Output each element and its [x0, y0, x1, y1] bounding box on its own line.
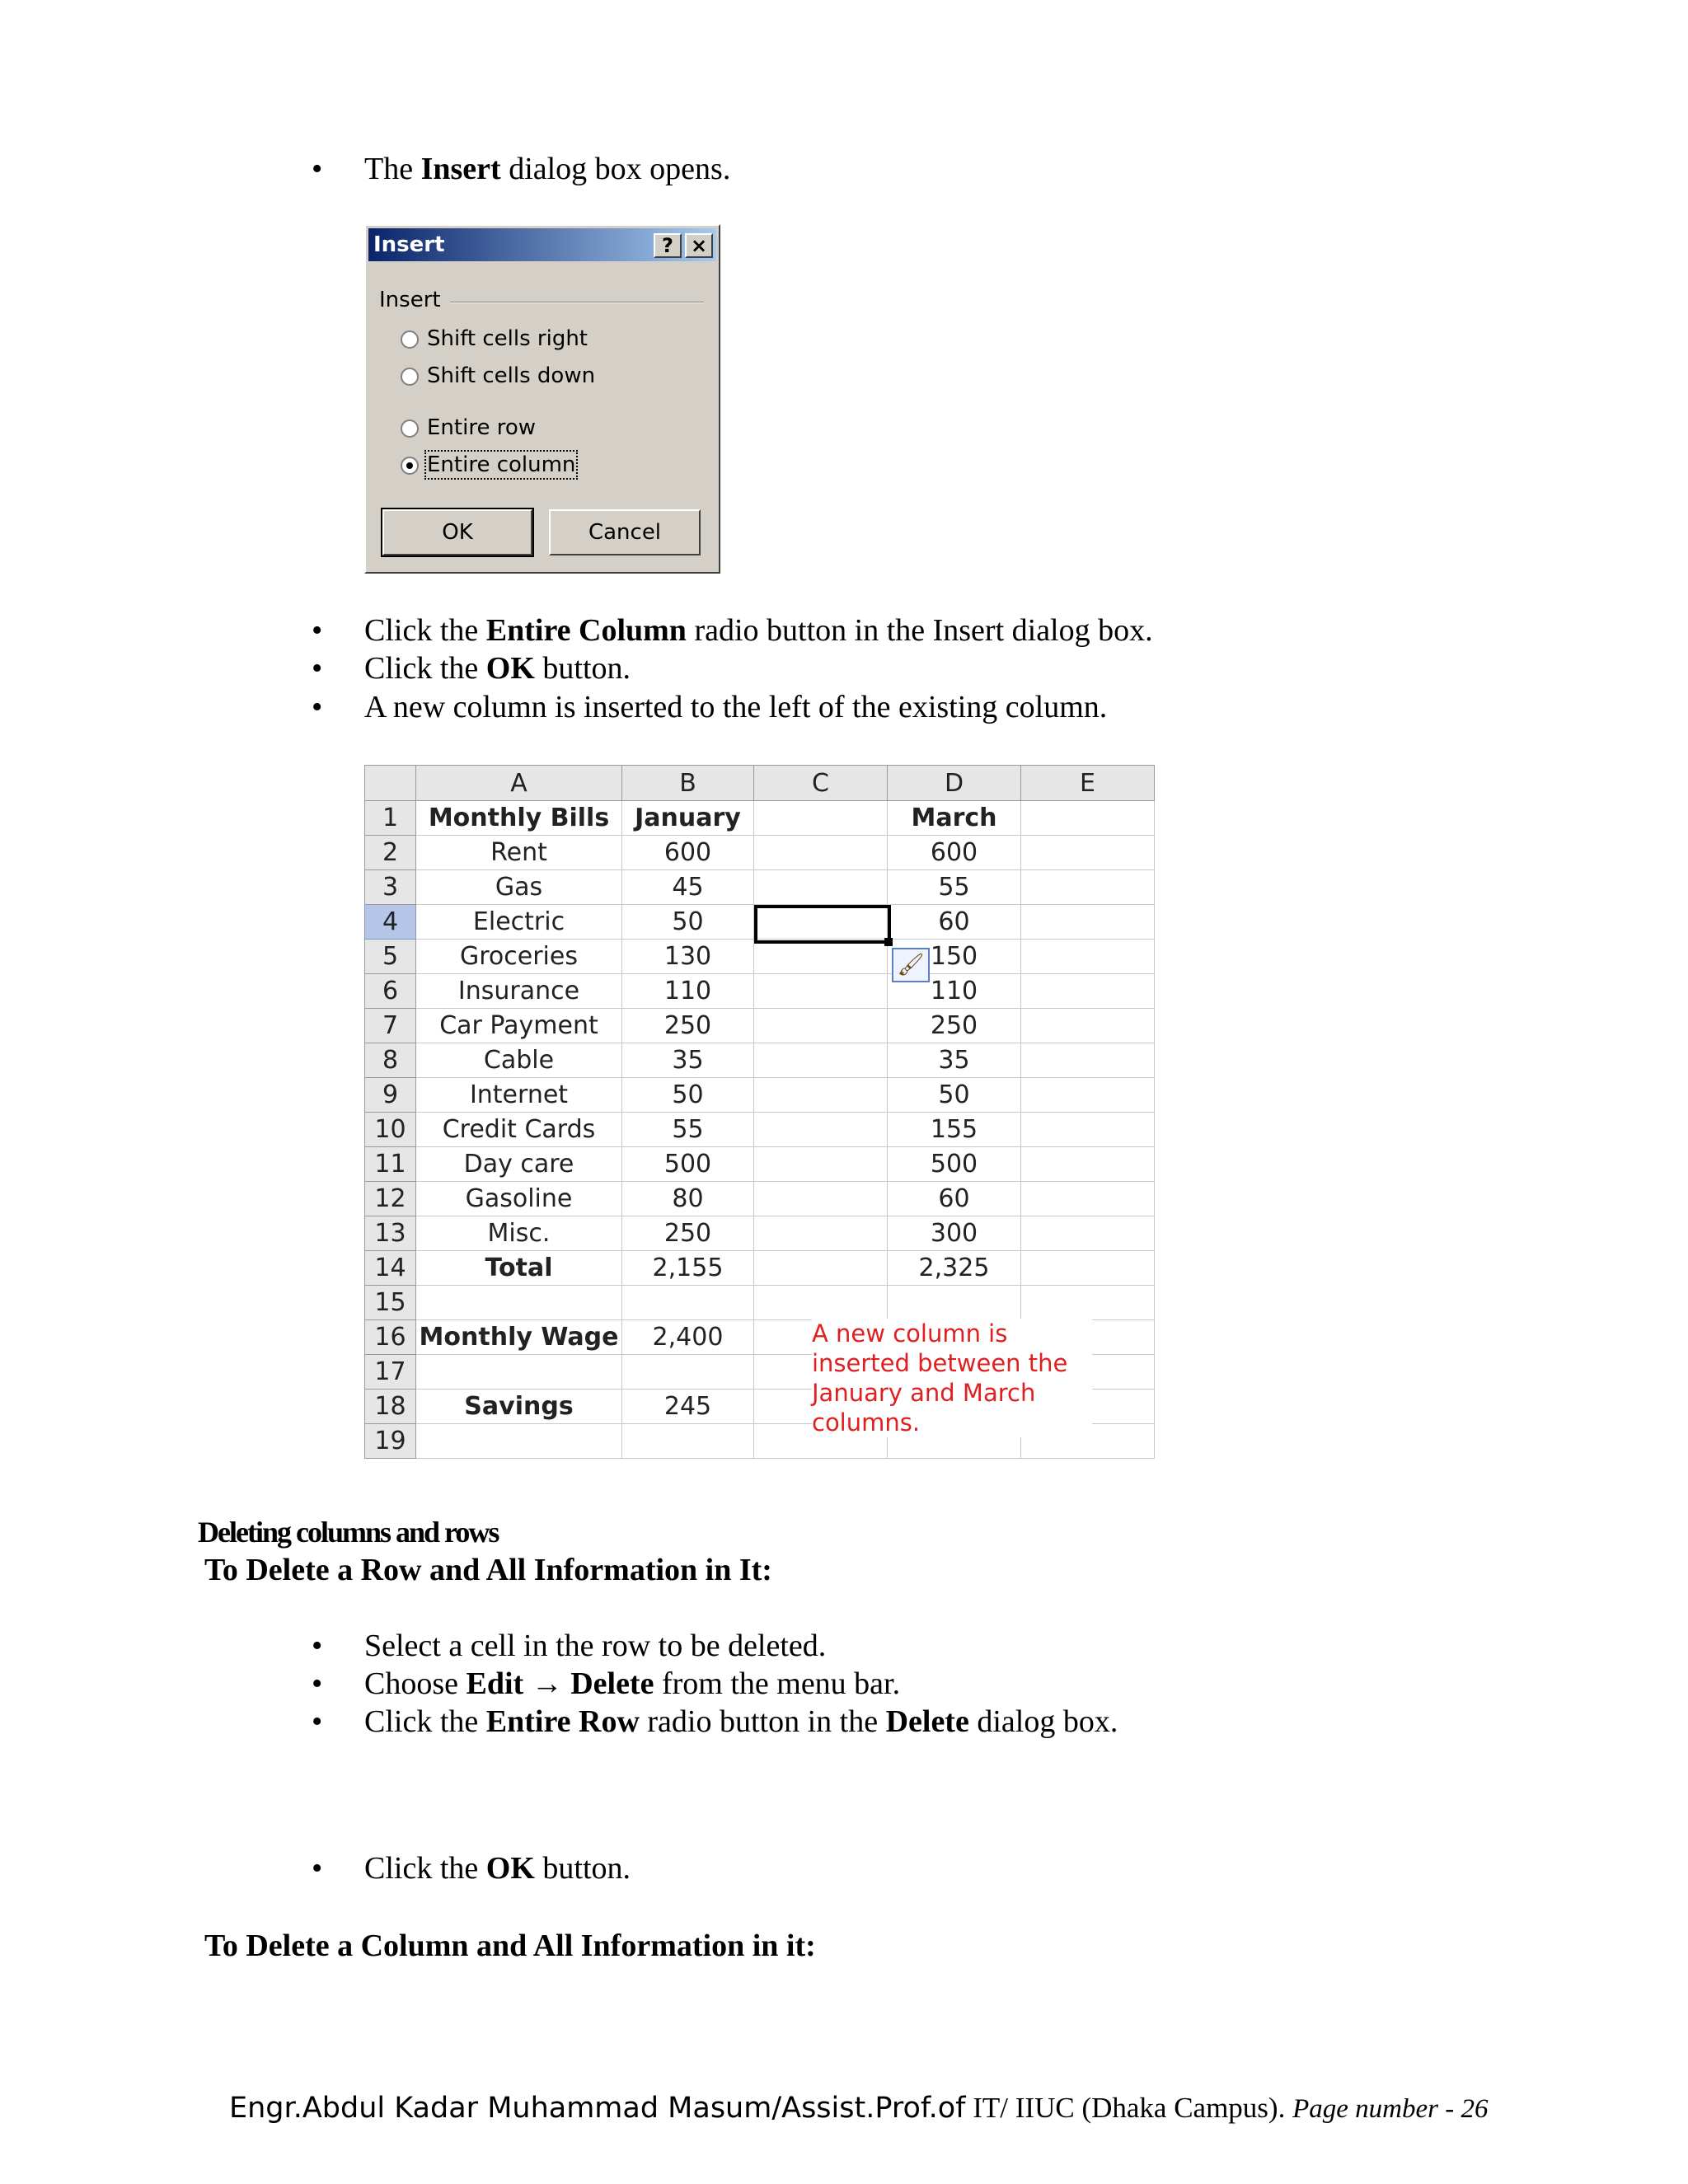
cell-e[interactable]	[1021, 836, 1155, 870]
radio-entire-column[interactable]	[401, 452, 575, 477]
row-header[interactable]: 13	[365, 1216, 416, 1251]
selected-cell[interactable]	[754, 905, 891, 944]
cell-a[interactable]: Car Payment	[416, 1009, 622, 1043]
cell-c[interactable]	[754, 974, 888, 1009]
cell-a[interactable]: Misc.	[416, 1216, 622, 1251]
cell-d[interactable]: 300	[888, 1216, 1021, 1251]
radio-shift-down[interactable]	[401, 363, 595, 388]
cell-a[interactable]	[416, 1355, 622, 1390]
subheading-delete-column: To Delete a Column and All Information in it:	[204, 1929, 816, 1963]
step-text	[364, 1703, 1118, 1741]
subheading-delete-row: To Delete a Row and All Information in It:	[204, 1553, 772, 1587]
dialog-titlebar	[368, 228, 716, 261]
radio-label: Entire row	[427, 415, 536, 440]
cell-a[interactable]: Monthly Wage	[416, 1320, 622, 1355]
bullet-dot: •	[312, 1629, 323, 1663]
cell-c[interactable]	[754, 1216, 888, 1251]
cell-a[interactable]: Rent	[416, 836, 622, 870]
step-text	[364, 649, 631, 687]
cell-a[interactable]	[416, 1424, 622, 1459]
col-header-e[interactable]: E	[1021, 766, 1155, 801]
arrow-icon: →	[523, 1666, 571, 1701]
row-header[interactable]: 4	[365, 905, 416, 940]
cell-b[interactable]: 500	[622, 1147, 754, 1182]
step-pre: Select a cell in the row to be deleted.	[364, 1629, 827, 1663]
cell-d[interactable]: 155	[888, 1113, 1021, 1147]
table-row	[365, 1113, 1155, 1147]
step-mid: radio button in the	[639, 1704, 886, 1739]
cell-e[interactable]	[1021, 1147, 1155, 1182]
cell-d[interactable]: 60	[888, 905, 1021, 940]
cell-d[interactable]	[888, 1286, 1021, 1320]
table-row	[365, 870, 1155, 905]
row-header[interactable]: 11	[365, 1147, 416, 1182]
table-row	[365, 801, 1155, 836]
help-button[interactable]: ?	[654, 233, 682, 258]
cell-b[interactable]: 2,155	[622, 1251, 754, 1286]
dialog-title: Insert	[373, 232, 445, 257]
step-text	[364, 1849, 631, 1887]
table-row	[365, 1182, 1155, 1216]
row-header[interactable]: 5	[365, 940, 416, 974]
step-pre: Click the	[364, 613, 486, 648]
bullet-dot: •	[312, 1851, 323, 1886]
step-bold: Delete	[570, 1666, 654, 1701]
intro-pre: The	[364, 152, 421, 186]
cell-e[interactable]	[1021, 1251, 1155, 1286]
step-post: radio button in the Insert dialog box.	[686, 613, 1153, 648]
cell-e[interactable]	[1021, 940, 1155, 974]
footer-org: IT/ IIUC (Dhaka Campus).	[965, 2092, 1293, 2124]
cell-c[interactable]	[754, 1078, 888, 1113]
step-post: button.	[534, 1851, 631, 1886]
cell-b[interactable]	[622, 1355, 754, 1390]
radio-label: Entire column	[427, 452, 576, 477]
cell-b[interactable]: 50	[622, 1078, 754, 1113]
step-pre: Click the	[364, 1851, 486, 1886]
cell-a[interactable]: Internet	[416, 1078, 622, 1113]
intro-bold: Insert	[420, 152, 501, 186]
row-header[interactable]: 16	[365, 1320, 416, 1355]
cell-d[interactable]: 150	[888, 940, 1021, 974]
cell-b[interactable]	[622, 1424, 754, 1459]
cell-c[interactable]	[754, 836, 888, 870]
corner-cell[interactable]	[365, 766, 416, 801]
cell-a[interactable]: Groceries	[416, 940, 622, 974]
radio-shift-right[interactable]	[401, 326, 588, 351]
step-bold: Entire Column	[485, 613, 687, 648]
cell-e[interactable]	[1021, 801, 1155, 836]
bullet-dot: •	[312, 152, 323, 186]
cell-a[interactable]: Gasoline	[416, 1182, 622, 1216]
bullet-dot: •	[312, 1704, 323, 1739]
row-header[interactable]: 14	[365, 1251, 416, 1286]
cell-c[interactable]	[754, 870, 888, 905]
step-bold: OK	[485, 651, 535, 686]
radio-label: Shift cells right	[427, 326, 588, 351]
row-header[interactable]: 9	[365, 1078, 416, 1113]
cell-c[interactable]	[754, 1251, 888, 1286]
step-bold: Delete	[885, 1704, 969, 1739]
row-header[interactable]: 1	[365, 801, 416, 836]
table-row	[365, 974, 1155, 1009]
step-pre: A new column is inserted to the left of the existing column.	[364, 690, 1108, 724]
cell-c[interactable]	[754, 940, 888, 974]
cell-d[interactable]: 250	[888, 1009, 1021, 1043]
cell-e[interactable]	[1021, 1043, 1155, 1078]
row-header[interactable]: 10	[365, 1113, 416, 1147]
cell-e[interactable]	[1021, 1113, 1155, 1147]
cell-d[interactable]: 60	[888, 1182, 1021, 1216]
cell-d[interactable]: 600	[888, 836, 1021, 870]
cell-e[interactable]	[1021, 1182, 1155, 1216]
col-header-a[interactable]: A	[416, 766, 622, 801]
radio-selected-icon[interactable]	[401, 457, 419, 475]
close-button[interactable]: ×	[685, 233, 713, 258]
step-text	[364, 612, 1153, 649]
cell-b[interactable]: 2,400	[622, 1320, 754, 1355]
intro-post: dialog box opens.	[500, 152, 731, 186]
cell-c[interactable]	[754, 1182, 888, 1216]
step-pre: Choose	[364, 1666, 467, 1701]
radio-icon[interactable]	[401, 330, 419, 349]
cell-a[interactable]: Total	[416, 1251, 622, 1286]
radio-icon[interactable]	[401, 419, 419, 438]
cell-d[interactable]: 35	[888, 1043, 1021, 1078]
cell-c[interactable]	[754, 1113, 888, 1147]
cell-b[interactable]: 50	[622, 905, 754, 940]
row-header[interactable]: 3	[365, 870, 416, 905]
cell-e[interactable]	[1021, 1078, 1155, 1113]
cell-a[interactable]: Insurance	[416, 974, 622, 1009]
cell-d[interactable]: 2,325	[888, 1251, 1021, 1286]
radio-entire-row[interactable]	[401, 415, 536, 440]
cell-c[interactable]	[754, 1286, 888, 1320]
cell-b[interactable]: 250	[622, 1009, 754, 1043]
cell-a[interactable]	[416, 1286, 622, 1320]
cell-e[interactable]	[1021, 1009, 1155, 1043]
bullet-dot: •	[312, 651, 323, 686]
page-footer	[229, 2091, 1488, 2126]
cell-d[interactable]: 50	[888, 1078, 1021, 1113]
table-row	[365, 1043, 1155, 1078]
cell-a[interactable]: Monthly Bills	[416, 801, 622, 836]
step-post: from the menu bar.	[654, 1666, 901, 1701]
row-header[interactable]: 2	[365, 836, 416, 870]
cell-e[interactable]	[1021, 870, 1155, 905]
step-text	[364, 1665, 900, 1703]
fill-handle[interactable]	[884, 938, 893, 946]
cell-b[interactable]: 130	[622, 940, 754, 974]
cell-c[interactable]	[754, 1043, 888, 1078]
table-row	[365, 1216, 1155, 1251]
col-header-c[interactable]: C	[754, 766, 888, 801]
row-header[interactable]: 8	[365, 1043, 416, 1078]
row-header[interactable]: 12	[365, 1182, 416, 1216]
cell-d[interactable]: 55	[888, 870, 1021, 905]
group-label: Insert	[379, 288, 441, 312]
row-header[interactable]: 18	[365, 1390, 416, 1424]
cell-b[interactable]: 110	[622, 974, 754, 1009]
callout-note: A new column is inserted between the January and March columns.	[812, 1319, 1092, 1437]
step-pre: Click the	[364, 651, 486, 686]
step-pre: Click the	[364, 1704, 486, 1739]
radio-label: Shift cells down	[427, 363, 596, 388]
step-post: dialog box.	[968, 1704, 1118, 1739]
cell-a[interactable]: Savings	[416, 1390, 622, 1424]
cell-c[interactable]	[754, 801, 888, 836]
ok-button[interactable]: OK	[382, 509, 532, 555]
cell-c[interactable]	[754, 1147, 888, 1182]
bullet-dot: •	[312, 1666, 323, 1701]
step-text	[364, 688, 1107, 726]
cell-d[interactable]: 110	[888, 974, 1021, 1009]
col-header-d[interactable]: D	[888, 766, 1021, 801]
row-header[interactable]: 6	[365, 974, 416, 1009]
step-bold: Entire Row	[485, 1704, 640, 1739]
cell-e[interactable]	[1021, 1286, 1155, 1320]
cell-a[interactable]: Gas	[416, 870, 622, 905]
row-header[interactable]: 19	[365, 1424, 416, 1459]
intro-text	[364, 150, 730, 188]
cell-d[interactable]: March	[888, 801, 1021, 836]
cell-c[interactable]	[754, 1009, 888, 1043]
table-row	[365, 940, 1155, 974]
radio-icon[interactable]	[401, 368, 419, 386]
page-number: Page number - 26	[1292, 2094, 1489, 2124]
bullet-dot: •	[312, 613, 323, 648]
step-bold: OK	[485, 1851, 535, 1886]
cell-b[interactable]: 600	[622, 836, 754, 870]
cell-b[interactable]: 45	[622, 870, 754, 905]
step-bold: Edit	[466, 1666, 524, 1701]
footer-author: Engr.Abdul Kadar Muhammad Masum/Assist.Prof.of	[229, 2092, 966, 2125]
table-row	[365, 1009, 1155, 1043]
cell-b[interactable]: 245	[622, 1390, 754, 1424]
cell-e[interactable]	[1021, 1216, 1155, 1251]
group-divider	[450, 302, 704, 303]
table-row	[365, 836, 1155, 870]
section-heading: Deleting columns and rows	[198, 1516, 499, 1549]
row-header[interactable]: 7	[365, 1009, 416, 1043]
col-header-b[interactable]: B	[622, 766, 754, 801]
cell-a[interactable]: Electric	[416, 905, 622, 940]
cell-b[interactable]: January	[622, 801, 754, 836]
insert-dialog	[364, 224, 720, 574]
cell-e[interactable]	[1021, 974, 1155, 1009]
cancel-button[interactable]: Cancel	[549, 509, 701, 555]
cell-b[interactable]: 80	[622, 1182, 754, 1216]
step-text	[364, 1627, 826, 1665]
cell-b[interactable]	[622, 1286, 754, 1320]
cell-d[interactable]: 500	[888, 1147, 1021, 1182]
table-row	[365, 1286, 1155, 1320]
table-row	[365, 1147, 1155, 1182]
bullet-dot: •	[312, 690, 323, 724]
cell-e[interactable]	[1021, 905, 1155, 940]
cell-a[interactable]: Cable	[416, 1043, 622, 1078]
cell-a[interactable]: Day care	[416, 1147, 622, 1182]
cell-b[interactable]: 35	[622, 1043, 754, 1078]
column-header-row	[365, 766, 1155, 801]
row-header[interactable]: 17	[365, 1355, 416, 1390]
row-header[interactable]: 15	[365, 1286, 416, 1320]
cell-b[interactable]: 250	[622, 1216, 754, 1251]
table-row	[365, 1251, 1155, 1286]
cell-b[interactable]: 55	[622, 1113, 754, 1147]
step-post: button.	[534, 651, 631, 686]
table-row	[365, 1078, 1155, 1113]
insert-options-icon[interactable]: 🖌	[892, 948, 930, 982]
cell-a[interactable]: Credit Cards	[416, 1113, 622, 1147]
